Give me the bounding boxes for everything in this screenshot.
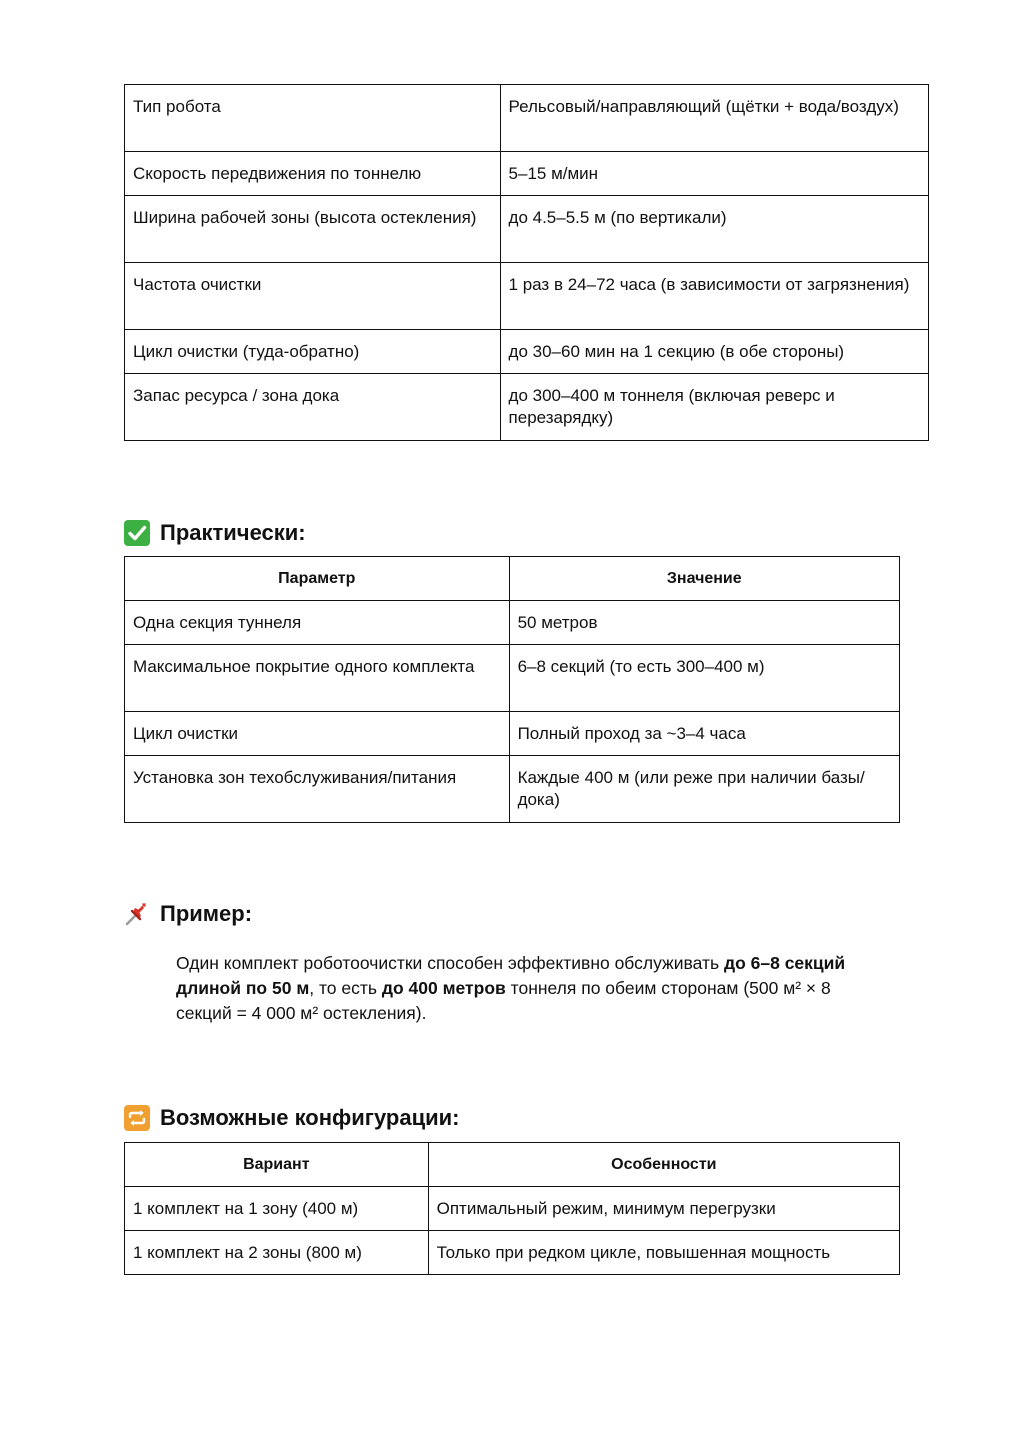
value-cell: 6–8 секций (то есть 300–400 м)	[509, 645, 899, 712]
configurations-heading	[124, 1103, 459, 1133]
example-heading-text: Пример:	[160, 901, 253, 926]
spec-value: до 300–400 м тоннеля (включая реверс и перезарядку)	[500, 374, 928, 441]
table-row	[125, 601, 900, 645]
example-bold-1: до 6–8 секций длиной по 50 м	[176, 953, 846, 998]
variant-cell: 1 комплект на 2 зоны (800 м)	[125, 1231, 429, 1275]
table-row	[125, 1231, 900, 1275]
value-cell: Каждые 400 м (или реже при наличии базы/дока)	[509, 756, 899, 823]
parameter-cell: Максимальное покрытие одного комплекта	[125, 645, 510, 712]
pushpin-icon	[124, 901, 150, 927]
configurations-heading-text: Возможные конфигурации:	[160, 1105, 460, 1130]
spec-parameter: Тип робота	[125, 85, 501, 152]
column-header-features: Особенности	[428, 1143, 899, 1187]
table-row	[125, 85, 929, 152]
spec-parameter: Ширина рабочей зоны (высота остекления)	[125, 196, 501, 263]
value-cell: Полный проход за ~3–4 часа	[509, 712, 899, 756]
check-mark-button-icon	[124, 520, 150, 546]
column-header-variant: Вариант	[125, 1143, 429, 1187]
spec-parameter: Частота очистки	[125, 263, 501, 330]
table-header-row	[125, 557, 900, 601]
table-row	[125, 645, 900, 712]
spec-value: Рельсовый/направляющий (щётки + вода/воздух)	[500, 85, 928, 152]
value-cell: 50 метров	[509, 601, 899, 645]
table-header-row	[125, 1143, 900, 1187]
spec-parameter: Запас ресурса / зона дока	[125, 374, 501, 441]
spec-value: до 4.5–5.5 м (по вертикали)	[500, 196, 928, 263]
spec-value: 1 раз в 24–72 часа (в зависимости от загрязнения)	[500, 263, 928, 330]
column-header-value: Значение	[509, 557, 899, 601]
repeat-button-icon	[124, 1105, 150, 1131]
practical-heading-text: Практически:	[160, 520, 306, 545]
table-row	[125, 263, 929, 330]
parameter-cell: Цикл очистки	[125, 712, 510, 756]
table-row	[125, 374, 929, 441]
example-text-3: тоннеля по обеим сторонам (500 м² × 8 секций = 4 000 м² остекления).	[176, 978, 831, 1023]
table-row	[125, 756, 900, 823]
example-text-1: Один комплект роботоочистки способен эффективно обслуживать	[176, 953, 724, 973]
example-text-2: , то есть	[309, 978, 382, 998]
table-row	[125, 196, 929, 263]
example-heading	[124, 899, 252, 929]
spec-value: до 30–60 мин на 1 секцию (в обе стороны)	[500, 330, 928, 374]
specs-table	[124, 84, 929, 441]
practical-table	[124, 556, 900, 823]
features-cell: Оптимальный режим, минимум перегрузки	[428, 1187, 899, 1231]
practical-heading	[124, 518, 306, 548]
spec-value: 5–15 м/мин	[500, 152, 928, 196]
example-bold-2: до 400 метров	[381, 978, 506, 998]
parameter-cell: Одна секция туннеля	[125, 601, 510, 645]
example-paragraph	[176, 951, 856, 1026]
table-row	[125, 1187, 900, 1231]
parameter-cell: Установка зон техобслуживания/питания	[125, 756, 510, 823]
configurations-table	[124, 1142, 900, 1275]
variant-cell: 1 комплект на 1 зону (400 м)	[125, 1187, 429, 1231]
table-row	[125, 712, 900, 756]
table-row	[125, 152, 929, 196]
column-header-parameter: Параметр	[125, 557, 510, 601]
table-row	[125, 330, 929, 374]
spec-parameter: Цикл очистки (туда-обратно)	[125, 330, 501, 374]
features-cell: Только при редком цикле, повышенная мощность	[428, 1231, 899, 1275]
spec-parameter: Скорость передвижения по тоннелю	[125, 152, 501, 196]
